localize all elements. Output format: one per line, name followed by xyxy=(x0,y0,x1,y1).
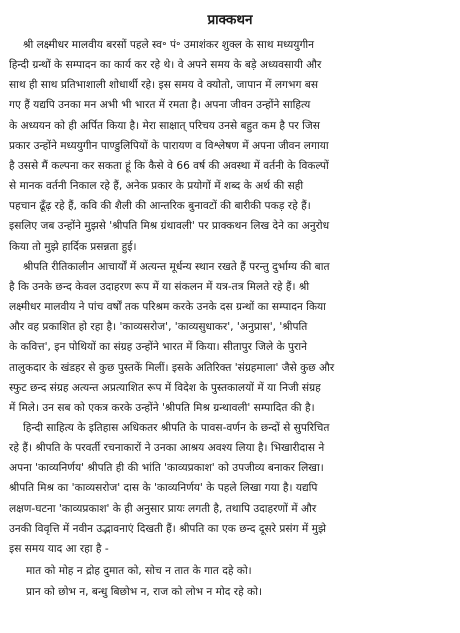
text-line: श्रीपति रीतिकालीन आचार्यों में अत्यन्त मूर्धन्य स्थान रखते हैं परन्तु दुर्भाग्य की बात xyxy=(23,260,330,273)
text-line: प्रकार उन्होंने मध्ययुगीन पाण्डुलिपियों के पारायण व विश्लेषण में अपना जीवन लगाया xyxy=(9,139,329,152)
text-line: स्फुट छन्द संग्रह अत्यन्त अप्रत्याशित रूप में विदेश के पुस्तकालयों में या निजी संग्रह xyxy=(9,381,321,394)
text-line: इसलिए जब उन्होंने मुझसे 'श्रीपति मिश्र ग्रंथावली' पर प्राक्कथन लिख देने का अनुरोध xyxy=(9,220,330,233)
text-line: रहे हैं। श्रीपति के परवर्ती रचनाकारों ने उनका आश्रय अवश्य लिया है। भिखारीदास ने xyxy=(9,442,325,455)
text-line: से मानक वर्तनी निकाल रहे हैं, अनेक प्रकार के प्रयोगों में शब्द के अर्थ की सही xyxy=(9,180,304,193)
verse-line: मात को मोह न द्रोह दुमात को, सोच न तात के गात दहे को। xyxy=(26,565,252,578)
text-line: हिन्दी साहित्य के इतिहास अधिकतर श्रीपति के पावस-वर्णन के छन्दों से सुपरिचित xyxy=(23,421,330,434)
text-line: है कि उनके छन्द केवल उदाहरण रूप में या संकलन में यत्र-तत्र मिलते रहे हैं। श्री xyxy=(9,280,310,293)
verse-quote xyxy=(9,561,451,602)
text-line: अपना 'काव्यनिर्णय' श्रीपति ही की भांति 'काव्यप्रकाश' को उपजीव्य बनाकर लिखा। xyxy=(9,462,324,475)
paragraph-3 xyxy=(9,418,451,559)
text-line: में मिले। उन सब को एकत्र करके उन्होंने 'श्रीपति मिश्र ग्रन्थावली' सम्पादित की है। xyxy=(9,401,315,414)
text-line: किया तो मुझे हार्दिक प्रसन्नता हुई। xyxy=(9,240,137,253)
text-line: और वह प्रकाशित हो रहा है। 'काव्यसरोज', 'काव्यसुधाकर', 'अनुप्रास', 'श्रीपति xyxy=(9,321,308,334)
text-line: पहचान ढूँढ़ रहे हैं, कवि की शैली की आन्तरिक बुनावटों की बारीकी पकड़ रहे हैं। xyxy=(9,200,311,213)
verse-line: प्रान को छोभ न, बन्धु बिछोभ न, राज को लोभ न मोद रहे को। xyxy=(26,585,262,598)
text-line: इस समय याद आ रहा है - xyxy=(9,542,109,555)
text-line: तालुकदार के खंडहर से कुछ पुस्तकें मिलीं। इसके अतिरिक्त 'संग्रहमाला' जैसे कुछ और xyxy=(9,361,335,374)
page-title: प्राक्कथन xyxy=(207,12,253,28)
text-line: गए हैं यद्यपि उनका मन अभी भी भारत में रमता है। अपना जीवन उन्होंने साहित्य xyxy=(9,99,311,112)
text-line: के अध्ययन को ही अर्पित किया है। मेरा साक्षात् परिचय उनसे बहुत कम है पर जिस xyxy=(9,119,320,132)
text-line: हिन्दी ग्रन्थों के सम्पादन का कार्य कर रहे थे। वे अपने समय के बड़े अध्यवसायी और xyxy=(9,59,322,72)
text-line: साथ ही साथ प्रतिभाशाली शोधार्थी रहे। इस समय वे क्योतो, जापान में लगभग बस xyxy=(9,79,319,92)
text-line: लक्ष्मीधर मालवीय ने पांच वर्षों तक परिश्रम करके उनके दस ग्रन्थों का सम्पादन किया xyxy=(9,301,326,314)
text-line: है उससे मैं कल्पना कर सकता हूं कि कैसे वे 66 वर्ष की अवस्था में वर्तनी के विकल्पों xyxy=(9,159,329,172)
paragraph-2 xyxy=(9,257,451,418)
text-line: के कवित्त', इन पोथियों का संग्रह उन्होंने भारत में किया। सीतापुर जिले के पुराने xyxy=(9,341,308,354)
text-line: उनकी विवृत्ति में नवीन उद्भावनाएं दिखती हैं। श्रीपति का एक छन्द दूसरे प्रसंग में मुझे xyxy=(9,522,326,535)
text-line: श्री लक्ष्मीधर मालवीय बरसों पहले स्व॰ पं॰ उमाशंकर शुक्ल के साथ मध्ययुगीन xyxy=(23,39,315,51)
text-line: श्रीपति मिश्र का 'काव्यसरोज' दास के 'काव्यनिर्णय' के पहले लिखा गया है। यद्यपि xyxy=(9,482,318,495)
paragraph-1 xyxy=(9,35,451,257)
text-line: लक्षण-घटना 'काव्यप्रकाश' के ही अनुसार प्रायः लगती है, तथापि उदाहरणों में और xyxy=(9,502,317,515)
